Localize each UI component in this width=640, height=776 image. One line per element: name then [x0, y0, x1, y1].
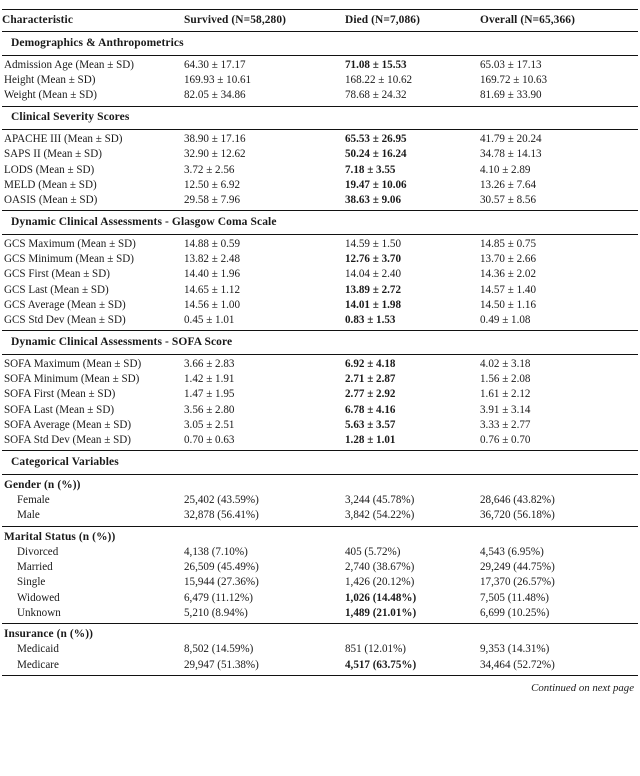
died-value: 14.59 ± 1.50 — [345, 237, 402, 250]
overall-value: 1.56 ± 2.08 — [480, 373, 531, 386]
overall-value: 28,646 (43.82%) — [480, 493, 555, 506]
survived-value: 14.88 ± 0.59 — [184, 237, 241, 250]
table-row — [2, 493, 638, 508]
survived-value: 6,479 (11.12%) — [184, 591, 253, 604]
survived-value: 12.50 ± 6.92 — [184, 178, 241, 191]
row-label: GCS Average (Mean ± SD) — [4, 298, 126, 311]
table-row — [2, 56, 638, 73]
died-value: 4,517 (63.75%) — [345, 658, 417, 671]
row-label: SOFA Std Dev (Mean ± SD) — [4, 434, 131, 447]
overall-value: 36,720 (56.18%) — [480, 509, 555, 522]
table-row — [2, 163, 638, 178]
section-title-row — [2, 32, 638, 55]
died-value: 2.71 ± 2.87 — [345, 373, 396, 386]
characteristics-table — [2, 9, 638, 676]
table-row — [2, 130, 638, 147]
survived-value: 3.72 ± 2.56 — [184, 163, 235, 176]
survived-value: 1.47 ± 1.95 — [184, 388, 235, 401]
survived-value: 15,944 (27.36%) — [184, 576, 259, 589]
table-row — [2, 147, 638, 162]
continued-footnote: Continued on next page — [531, 682, 634, 695]
row-label: OASIS (Mean ± SD) — [4, 194, 98, 207]
row-label: Height (Mean ± SD) — [4, 74, 96, 87]
row-label: Divorced — [17, 545, 59, 558]
section-title: Dynamic Clinical Assessments - SOFA Score — [11, 335, 233, 348]
group-header-label: Insurance (n (%)) — [4, 628, 94, 641]
table-row — [2, 590, 638, 605]
died-value: 6.78 ± 4.16 — [345, 403, 396, 416]
section-title: Demographics & Anthropometrics — [11, 36, 184, 49]
row-label: GCS Minimum (Mean ± SD) — [4, 253, 134, 266]
survived-value: 25,402 (43.59%) — [184, 493, 259, 506]
died-value: 78.68 ± 24.32 — [345, 89, 407, 102]
survived-value: 0.45 ± 1.01 — [184, 314, 235, 327]
overall-value: 7,505 (11.48%) — [480, 591, 549, 604]
table-row — [2, 355, 638, 372]
died-value: 71.08 ± 15.53 — [345, 58, 407, 71]
row-label: GCS First (Mean ± SD) — [4, 268, 110, 281]
table-row — [2, 403, 638, 418]
died-value: 5.63 ± 3.57 — [345, 418, 396, 431]
overall-value: 81.69 ± 33.90 — [480, 89, 542, 102]
row-label: SOFA First (Mean ± SD) — [4, 388, 116, 401]
table-row — [2, 642, 638, 657]
survived-value: 3.56 ± 2.80 — [184, 403, 235, 416]
table-row — [2, 560, 638, 575]
table-row — [2, 433, 638, 451]
survived-value: 14.65 ± 1.12 — [184, 283, 241, 296]
section-title: Dynamic Clinical Assessments - Glasgow Coma Scale — [11, 215, 277, 228]
overall-value: 0.76 ± 0.70 — [480, 434, 531, 447]
table-row — [2, 606, 638, 624]
overall-value: 14.57 ± 1.40 — [480, 283, 537, 296]
column-header-died: Died (N=7,086) — [345, 14, 420, 26]
died-value: 12.76 ± 3.70 — [345, 253, 402, 266]
table-row — [2, 575, 638, 590]
died-value: 405 (5.72%) — [345, 545, 401, 558]
overall-value: 29,249 (44.75%) — [480, 560, 555, 573]
table-row — [2, 193, 638, 211]
row-label: Unknown — [17, 606, 61, 619]
overall-value: 3.33 ± 2.77 — [480, 418, 531, 431]
row-label: SOFA Last (Mean ± SD) — [4, 403, 115, 416]
row-label: GCS Std Dev (Mean ± SD) — [4, 314, 126, 327]
survived-value: 4,138 (7.10%) — [184, 545, 248, 558]
overall-value: 169.72 ± 10.63 — [480, 74, 548, 87]
table-row — [2, 372, 638, 387]
table-row — [2, 88, 638, 106]
died-value: 65.53 ± 26.95 — [345, 133, 407, 146]
survived-value: 32,878 (56.41%) — [184, 509, 259, 522]
row-label: Married — [17, 560, 53, 573]
overall-value: 13.26 ± 7.64 — [480, 178, 537, 191]
group-header-row — [2, 624, 638, 642]
table-row — [2, 508, 638, 526]
section-title-row — [2, 331, 638, 354]
died-value: 7.18 ± 3.55 — [345, 163, 396, 176]
row-label: Admission Age (Mean ± SD) — [4, 58, 134, 71]
column-header-survived: Survived (N=58,280) — [184, 14, 287, 26]
row-label: SOFA Average (Mean ± SD) — [4, 418, 132, 431]
overall-value: 17,370 (26.57%) — [480, 576, 555, 589]
survived-value: 3.05 ± 2.51 — [184, 418, 235, 431]
died-value: 14.01 ± 1.98 — [345, 298, 402, 311]
column-header-overall: Overall (N=65,366) — [480, 14, 575, 26]
overall-value: 3.91 ± 3.14 — [480, 403, 531, 416]
row-label: SOFA Maximum (Mean ± SD) — [4, 357, 142, 370]
table-row — [2, 313, 638, 331]
survived-value: 0.70 ± 0.63 — [184, 434, 235, 447]
table-row — [2, 418, 638, 433]
row-label: LODS (Mean ± SD) — [4, 163, 95, 176]
overall-value: 41.79 ± 20.24 — [480, 133, 542, 146]
group-header-label: Marital Status (n (%)) — [4, 530, 116, 543]
table-row — [2, 235, 638, 252]
table-row — [2, 252, 638, 267]
table-row — [2, 178, 638, 193]
survived-value: 13.82 ± 2.48 — [184, 253, 241, 266]
survived-value: 29,947 (51.38%) — [184, 658, 259, 671]
died-value: 1,026 (14.48%) — [345, 591, 417, 604]
group-header-label: Gender (n (%)) — [4, 478, 81, 491]
row-label: Single — [17, 576, 46, 589]
survived-value: 14.40 ± 1.96 — [184, 268, 241, 281]
died-value: 1,489 (21.01%) — [345, 606, 417, 619]
overall-value: 6,699 (10.25%) — [480, 606, 550, 619]
died-value: 1.28 ± 1.01 — [345, 434, 396, 447]
row-label: Weight (Mean ± SD) — [4, 89, 98, 102]
survived-value: 3.66 ± 2.83 — [184, 357, 235, 370]
column-header-characteristic: Characteristic — [2, 14, 73, 26]
overall-value: 13.70 ± 2.66 — [480, 253, 537, 266]
overall-value: 4.10 ± 2.89 — [480, 163, 531, 176]
row-label: Female — [17, 493, 50, 506]
group-header-row — [2, 475, 638, 493]
died-value: 851 (12.01%) — [345, 643, 407, 656]
died-value: 3,842 (54.22%) — [345, 509, 415, 522]
table-row — [2, 267, 638, 282]
row-label: Widowed — [17, 591, 60, 604]
row-label: MELD (Mean ± SD) — [4, 178, 97, 191]
clipped-text-above-table — [2, 0, 638, 9]
died-value: 14.04 ± 2.40 — [345, 268, 402, 281]
row-label: APACHE III (Mean ± SD) — [4, 133, 123, 146]
survived-value: 82.05 ± 34.86 — [184, 89, 246, 102]
table-body — [2, 10, 638, 677]
group-header-row — [2, 527, 638, 545]
row-label: Male — [17, 509, 40, 522]
survived-value: 1.42 ± 1.91 — [184, 373, 235, 386]
table-header-row — [2, 10, 638, 32]
survived-value: 64.30 ± 17.17 — [184, 58, 246, 71]
died-value: 168.22 ± 10.62 — [345, 74, 413, 87]
overall-value: 34.78 ± 14.13 — [480, 148, 542, 161]
died-value: 38.63 ± 9.06 — [345, 194, 402, 207]
row-label: GCS Last (Mean ± SD) — [4, 283, 109, 296]
table-row — [2, 298, 638, 313]
overall-value: 1.61 ± 2.12 — [480, 388, 531, 401]
overall-value: 30.57 ± 8.56 — [480, 194, 537, 207]
survived-value: 32.90 ± 12.62 — [184, 148, 246, 161]
section-title: Clinical Severity Scores — [11, 111, 130, 124]
died-value: 2.77 ± 2.92 — [345, 388, 396, 401]
row-label: SAPS II (Mean ± SD) — [4, 148, 102, 161]
row-label: SOFA Minimum (Mean ± SD) — [4, 373, 140, 386]
row-label: GCS Maximum (Mean ± SD) — [4, 237, 136, 250]
overall-value: 4,543 (6.95%) — [480, 545, 544, 558]
died-value: 0.83 ± 1.53 — [345, 314, 396, 327]
survived-value: 8,502 (14.59%) — [184, 643, 254, 656]
survived-value: 38.90 ± 17.16 — [184, 133, 246, 146]
died-value: 13.89 ± 2.72 — [345, 283, 402, 296]
survived-value: 169.93 ± 10.61 — [184, 74, 252, 87]
row-label: Medicaid — [17, 643, 59, 656]
survived-value: 29.58 ± 7.96 — [184, 194, 241, 207]
died-value: 50.24 ± 16.24 — [345, 148, 407, 161]
survived-value: 5,210 (8.94%) — [184, 606, 248, 619]
died-value: 19.47 ± 10.06 — [345, 178, 407, 191]
overall-value: 65.03 ± 17.13 — [480, 58, 542, 71]
survived-value: 26,509 (45.49%) — [184, 560, 259, 573]
table-row — [2, 545, 638, 560]
died-value: 3,244 (45.78%) — [345, 493, 415, 506]
table-row — [2, 387, 638, 402]
overall-value: 34,464 (52.72%) — [480, 658, 555, 671]
overall-value: 0.49 ± 1.08 — [480, 314, 531, 327]
overall-value: 14.36 ± 2.02 — [480, 268, 537, 281]
table-row — [2, 73, 638, 88]
section-title-row — [2, 211, 638, 234]
section-title: Categorical Variables — [11, 455, 119, 468]
row-label: Medicare — [17, 658, 59, 671]
section-title-row — [2, 451, 638, 474]
died-value: 6.92 ± 4.18 — [345, 357, 396, 370]
overall-value: 14.50 ± 1.16 — [480, 298, 537, 311]
overall-value: 9,353 (14.31%) — [480, 643, 550, 656]
overall-value: 14.85 ± 0.75 — [480, 237, 537, 250]
died-value: 1,426 (20.12%) — [345, 576, 415, 589]
overall-value: 4.02 ± 3.18 — [480, 357, 531, 370]
died-value: 2,740 (38.67%) — [345, 560, 415, 573]
table-row — [2, 658, 638, 676]
table-row — [2, 283, 638, 298]
section-title-row — [2, 107, 638, 130]
survived-value: 14.56 ± 1.00 — [184, 298, 241, 311]
